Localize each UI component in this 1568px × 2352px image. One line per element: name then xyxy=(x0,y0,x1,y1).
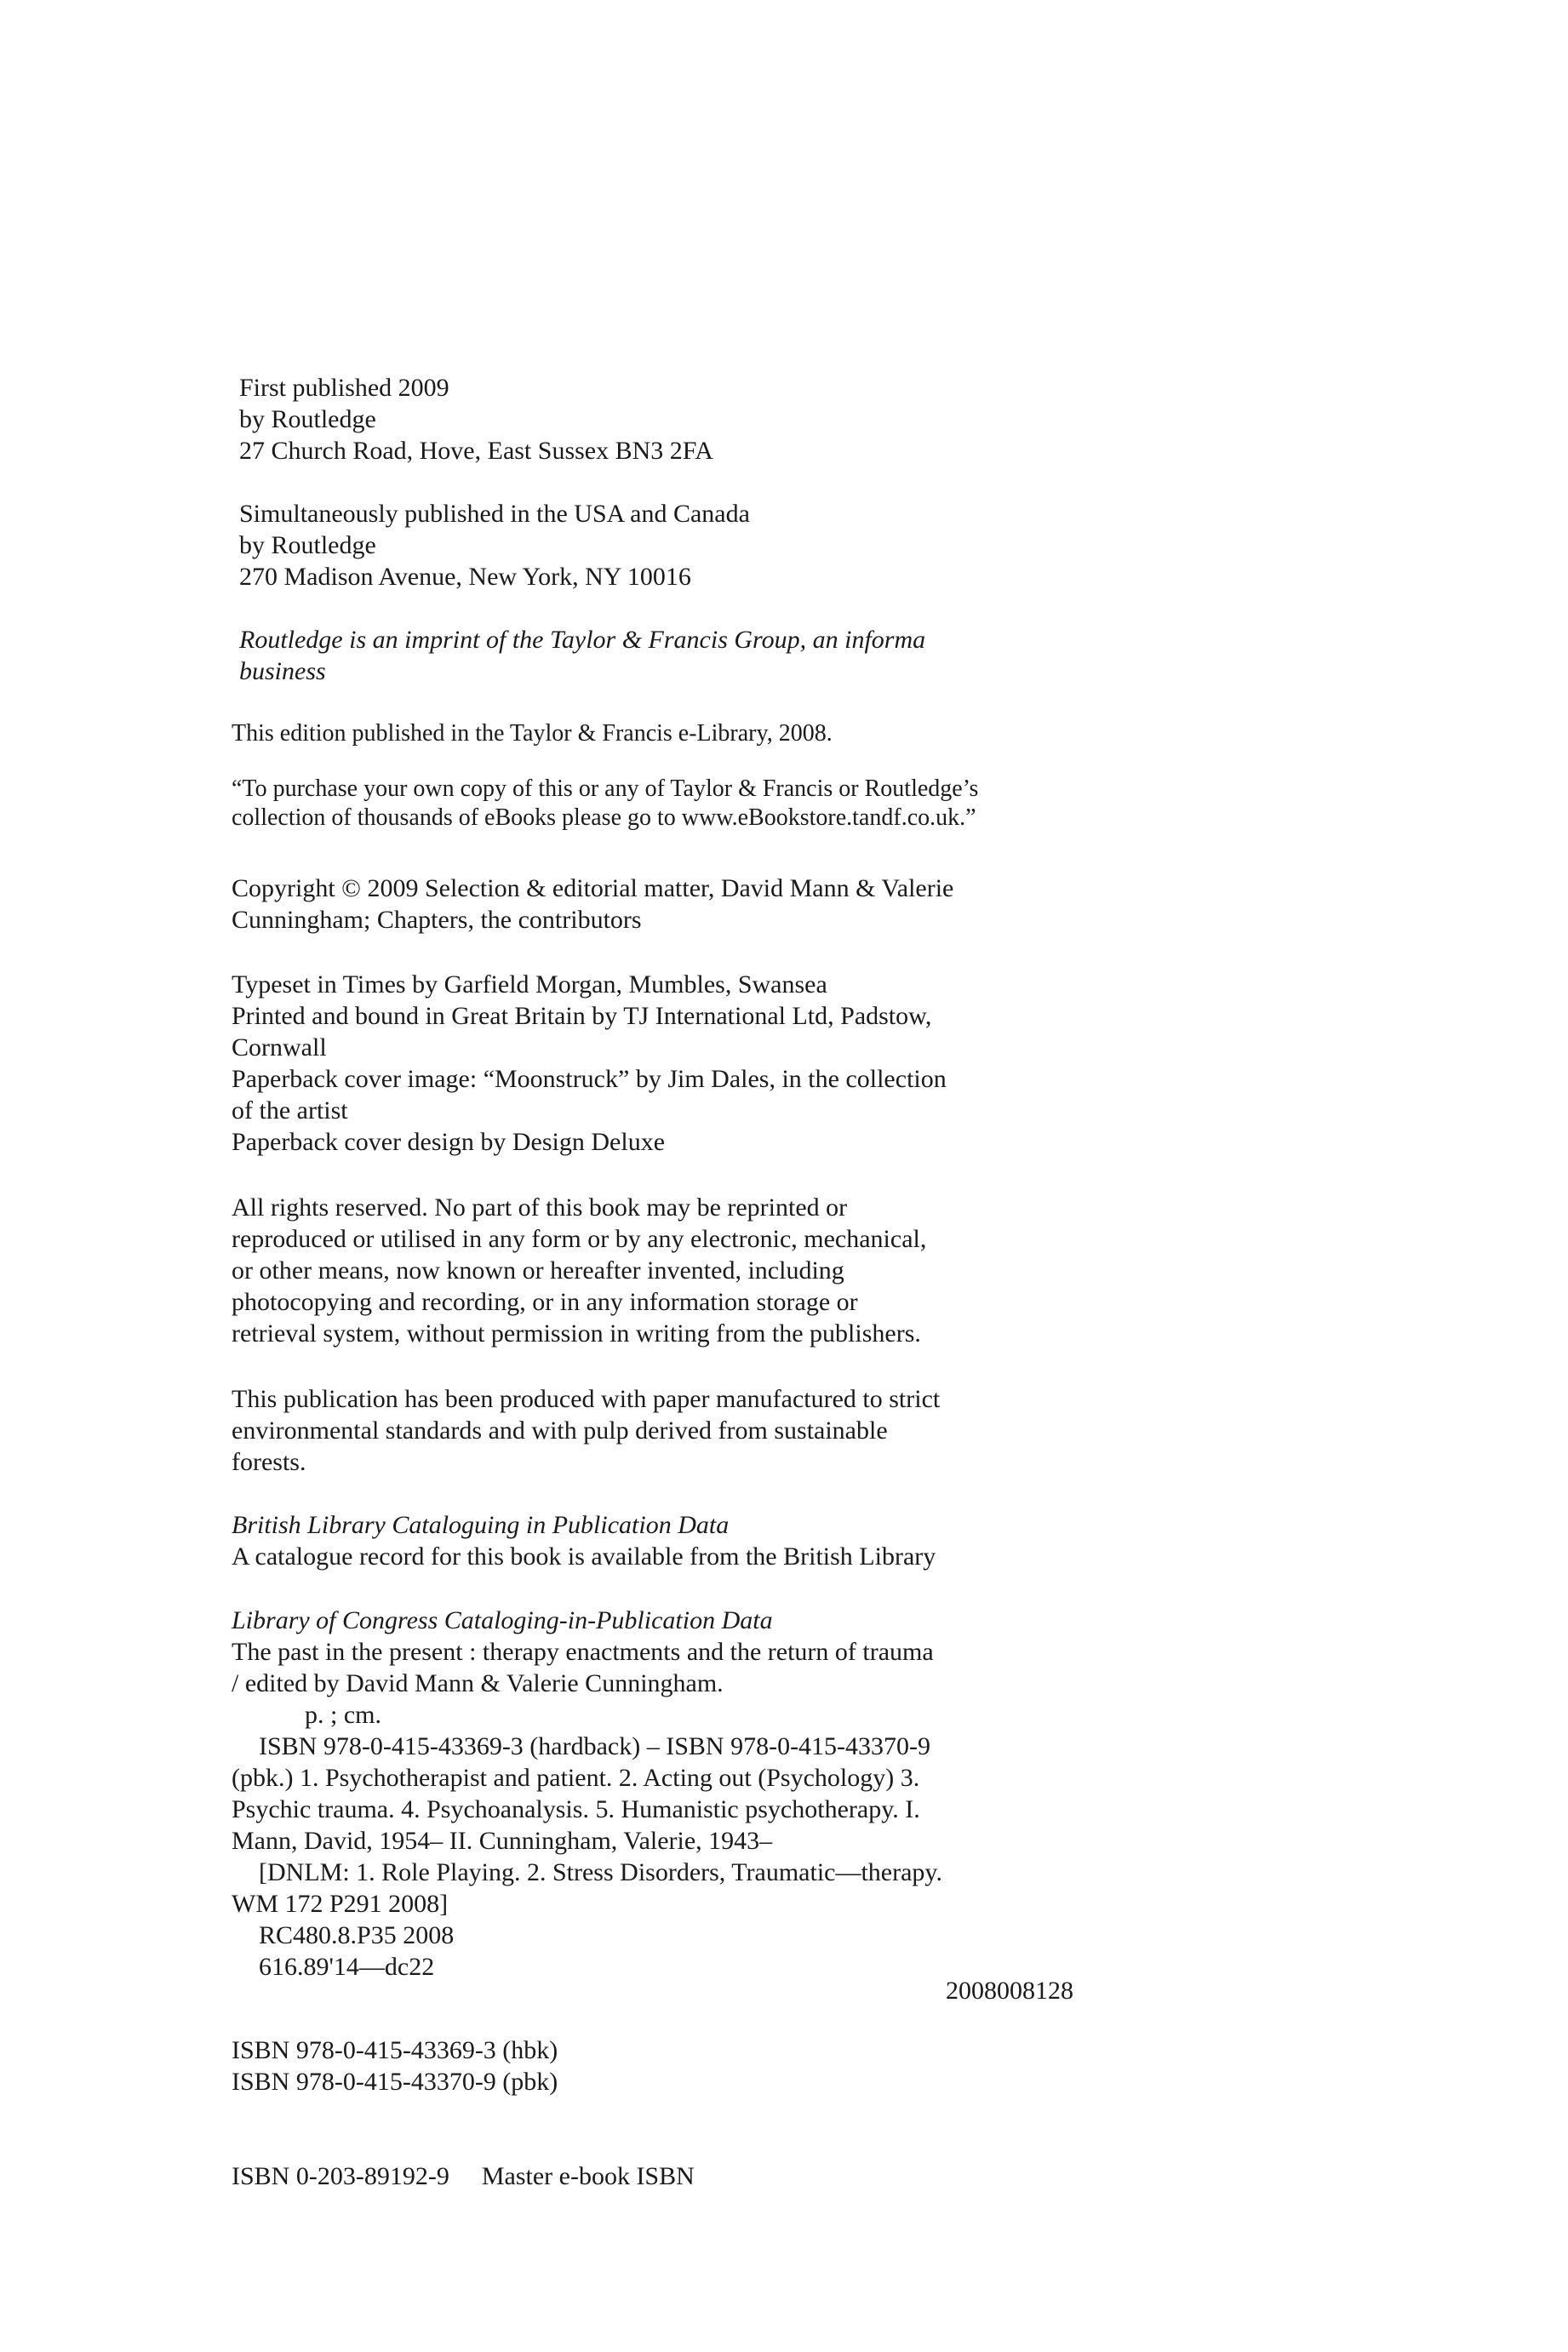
loc-isbn-line: Psychic trauma. 4. Psychoanalysis. 5. Humanistic psychotherapy. I. xyxy=(232,1795,920,1823)
environment-line: environmental standards and with pulp derived from sustainable xyxy=(232,1416,888,1445)
environment-line: This publication has been produced with paper manufactured to strict xyxy=(232,1385,941,1413)
usa-publication-line: 270 Madison Avenue, New York, NY 10016 xyxy=(239,563,691,591)
publication-line: First published 2009 xyxy=(239,374,449,402)
environment-block xyxy=(232,1383,940,1478)
rights-line: reproduced or utilised in any form or by any electronic, mechanical, xyxy=(232,1225,927,1253)
loc-control-number: 2008008128 xyxy=(946,1977,1073,2005)
production-block xyxy=(232,969,947,1158)
loc-isbn-line: ISBN 978-0-415-43369-3 (hardback) – ISBN 978-0-415-43370-9 xyxy=(259,1732,931,1760)
copyright-line: Copyright © 2009 Selection & editorial matter, David Mann & Valerie xyxy=(232,874,954,902)
production-line: of the artist xyxy=(232,1096,348,1124)
loc-title-line: / edited by David Mann & Valerie Cunningham. xyxy=(232,1669,724,1697)
library-of-congress-block xyxy=(232,1605,942,1983)
publication-line: by Routledge xyxy=(239,405,376,433)
loc-physical: p. ; cm. xyxy=(305,1701,381,1729)
loc-isbn-line: Mann, David, 1954– II. Cunningham, Valerie, 1943– xyxy=(232,1827,773,1855)
master-isbn-label: Master e-book ISBN xyxy=(481,2162,695,2190)
loc-class-line: 616.89'14—dc22 xyxy=(259,1953,435,1981)
rights-line: or other means, now known or hereafter invented, including xyxy=(232,1256,844,1285)
ebook-edition-note xyxy=(232,719,833,748)
isbn-block xyxy=(232,2034,558,2097)
production-line: Paperback cover image: “Moonstruck” by Jim Dales, in the collection xyxy=(232,1065,947,1093)
rights-line: retrieval system, without permission in writing from the publishers. xyxy=(232,1319,921,1348)
usa-publication-block xyxy=(239,498,750,592)
loc-title-line: The past in the present : therapy enactments and the return of trauma xyxy=(232,1638,934,1666)
master-ebook-isbn xyxy=(232,2160,695,2192)
production-line: Typeset in Times by Garfield Morgan, Mumbles, Swansea xyxy=(232,970,827,999)
british-library-heading: British Library Cataloguing in Publication Data xyxy=(232,1511,730,1539)
loc-isbn-line: (pbk.) 1. Psychotherapist and patient. 2. Acting out (Psychology) 3. xyxy=(232,1764,920,1792)
loc-dnlm-line: WM 172 P291 2008] xyxy=(232,1890,449,1918)
british-library-text: A catalogue record for this book is available from the British Library xyxy=(232,1542,936,1571)
production-line: Paperback cover design by Design Deluxe xyxy=(232,1128,666,1156)
rights-line: All rights reserved. No part of this book may be reprinted or xyxy=(232,1193,848,1222)
copyright-block xyxy=(232,873,953,936)
purchase-note xyxy=(232,775,978,833)
environment-line: forests. xyxy=(232,1448,306,1476)
purchase-line: collection of thousands of eBooks please go to www.eBookstore.tandf.co.uk.” xyxy=(232,804,976,831)
isbn-line: ISBN 978-0-415-43369-3 (hbk) xyxy=(232,2036,558,2064)
master-isbn-number: ISBN 0-203-89192-9 xyxy=(232,2162,449,2190)
copyright-line: Cunningham; Chapters, the contributors xyxy=(232,906,642,934)
publication-line: 27 Church Road, Hove, East Sussex BN3 2FA xyxy=(239,437,713,465)
rights-block xyxy=(232,1192,926,1349)
rights-line: photocopying and recording, or in any information storage or xyxy=(232,1288,858,1316)
production-line: Printed and bound in Great Britain by TJ International Ltd, Padstow, xyxy=(232,1002,932,1030)
usa-publication-line: Simultaneously published in the USA and Canada xyxy=(239,500,750,528)
loc-heading: Library of Congress Cataloging-in-Publication Data xyxy=(232,1606,773,1634)
loc-class-line: RC480.8.P35 2008 xyxy=(259,1921,455,1949)
british-library-block xyxy=(232,1509,936,1572)
publication-block xyxy=(239,372,713,466)
purchase-line: “To purchase your own copy of this or any of Taylor & Francis or Routledge’s xyxy=(232,775,979,802)
usa-publication-line: by Routledge xyxy=(239,531,376,559)
ebook-edition-line: This edition published in the Taylor & Francis e-Library, 2008. xyxy=(232,720,833,747)
imprint-line: Routledge is an imprint of the Taylor & Francis Group, an informa xyxy=(239,626,926,654)
production-line: Cornwall xyxy=(232,1033,327,1062)
imprint-note xyxy=(239,624,925,687)
loc-dnlm-line: [DNLM: 1. Role Playing. 2. Stress Disorders, Traumatic—therapy. xyxy=(259,1858,942,1886)
isbn-line: ISBN 978-0-415-43370-9 (pbk) xyxy=(232,2068,558,2096)
imprint-line: business xyxy=(239,657,326,685)
